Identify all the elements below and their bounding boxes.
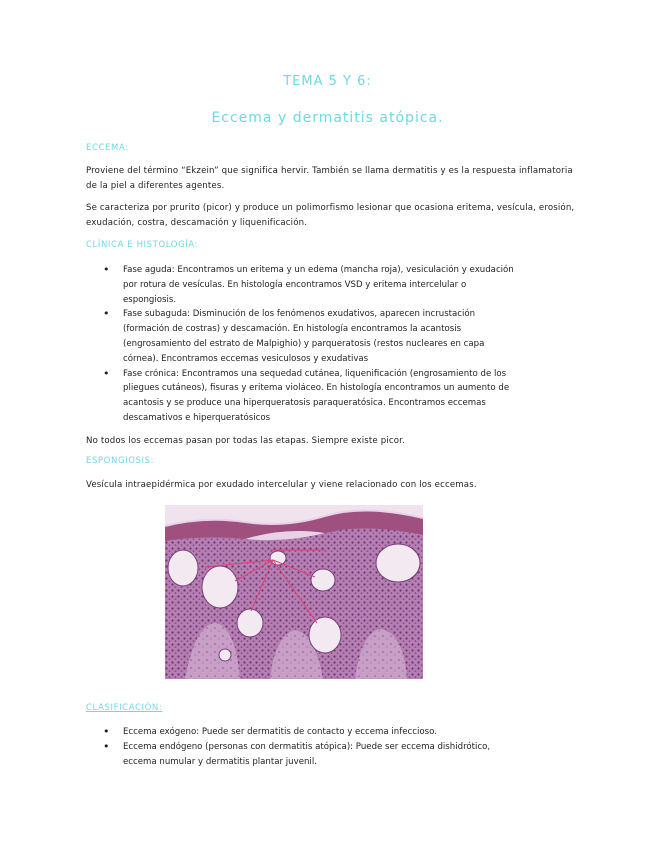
list-item-eccema-exogeno: • Eccema exógeno: Puede ser dermatitis de contacto y eccema infeccioso.: [86, 725, 526, 740]
list-phases: [86, 263, 516, 426]
list-item-fase-subaguda: • Fase subaguda: Disminución de los fenómenos exudativos, aparecen incrustación (formación de costras) y descamación. En histología encontramos la acantosis (engrosamiento del estrato de Malpighio) y parqueratosis (restos nucleares en capa córnea). Encontramos eccemas vesiculosos y exudativas: [86, 307, 516, 366]
document-title: TEMA 5 Y 6:: [283, 74, 372, 89]
histology-image: [165, 505, 423, 679]
document-subtitle: Eccema y dermatitis atópica.: [211, 110, 444, 126]
heading-eccema: ECCEMA:: [86, 143, 129, 153]
list-item-eccema-endogeno: • Eccema endógeno (personas con dermatitis atópica): Puede ser eccema dishidrótico, eccema numular y dermatitis plantar juvenil.: [86, 740, 526, 770]
list-classification: [86, 725, 526, 769]
list-item-fase-aguda: • Fase aguda: Encontramos un eritema y un edema (mancha roja), vesiculación y exudación por rotura de vesículas. En histología encontramos VSD y eritema intercelular o espongiosis.: [86, 263, 516, 307]
histology-micrograph-icon: [165, 505, 423, 679]
paragraph-eccema-definition: Proviene del término “Ekzein” que significa hervir. También se llama dermatitis y es la respuesta inflamatoria de la piel a diferentes agentes.: [86, 166, 573, 191]
list-item-fase-cronica: • Fase crónica: Encontramos una sequedad cutánea, liquenificación (engrosamiento de los pliegues cutáneos), fisuras y eritema violáceo. En histología encontramos un aumento de acantosis y se produce una hiperqueratosis paraqueratósica. Encontramos eccemas descamativos e hiperqueratósicos: [86, 367, 516, 426]
paragraph-note: No todos los eccemas pasan por todas las etapas. Siempre existe picor.: [86, 436, 405, 446]
paragraph-eccema-characteristics: Se caracteriza por prurito (picor) y produce un polimorfismo lesionar que ocasiona eritema, vesícula, erosión, exudación, costra, descamación y liquenificación.: [86, 203, 575, 228]
heading-clinica-histologia: CLÍNICA E HISTOLOGÍA:: [86, 240, 199, 250]
paragraph-espongiosis: Vesícula intraepidérmica por exudado intercelular y viene relacionado con los eccemas.: [86, 480, 477, 490]
heading-clasificacion: CLASIFICACIÓN:: [86, 703, 163, 713]
heading-espongiosis: ESPONGIOSIS:: [86, 456, 155, 466]
